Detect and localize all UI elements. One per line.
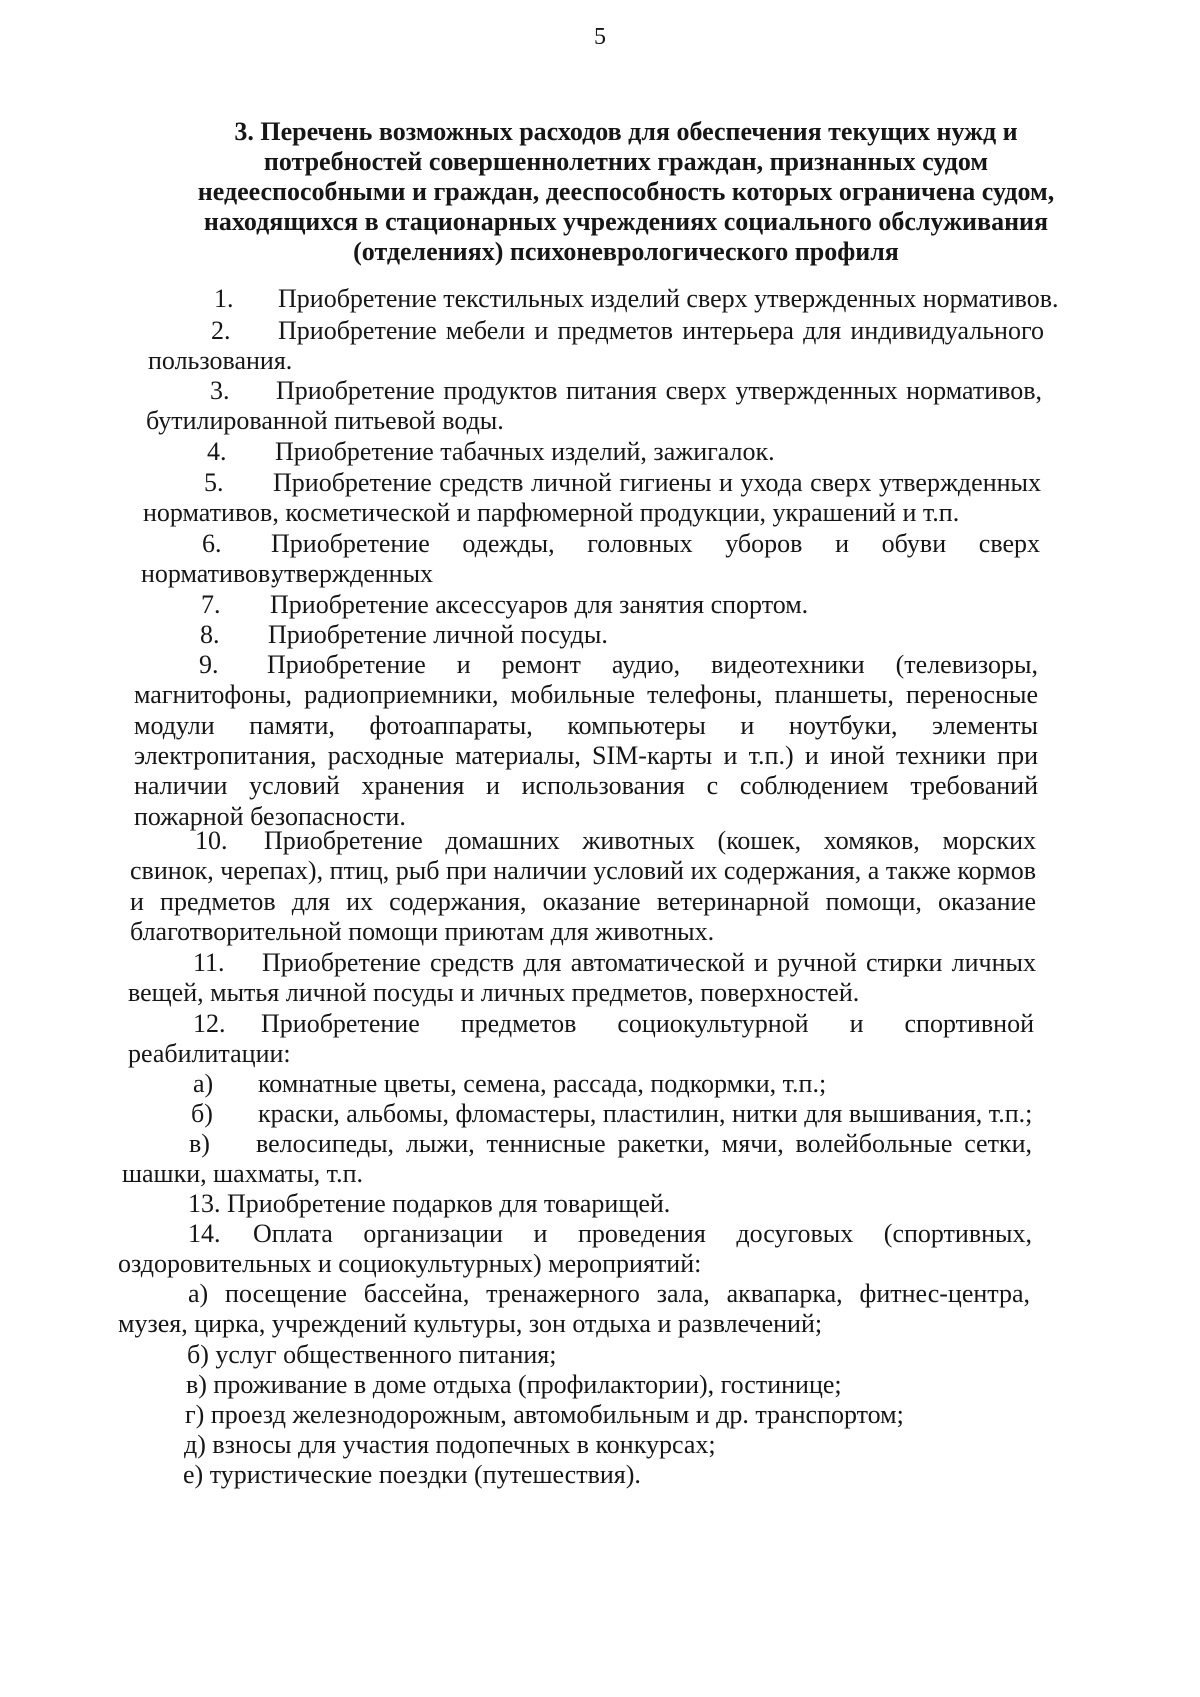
list-item-text: Приобретение средств для автоматической и ручной стирки личных <box>262 948 1036 977</box>
list-item-text: модули памяти, фотоаппараты, компьютеры и ноутбуки, элементы <box>134 710 1038 740</box>
list-item-number: б) <box>191 1099 213 1128</box>
list-item-text: Приобретение табачных изделий, зажигалок. <box>275 437 775 466</box>
list-item-number: 14. <box>188 1219 221 1248</box>
list-item-text: шашки, шахматы, т.п. <box>122 1159 363 1189</box>
list-item-text: оздоровительных и социокультурных) мероприятий: <box>118 1249 702 1279</box>
list-item-number: 6. <box>202 529 222 558</box>
list-item-text: свинок, черепах), птиц, рыб при наличии условий их содержания, а также кормов <box>130 856 1036 886</box>
list-item-text: музея, цирка, учреждений культуры, зон отдыха и развлечений; <box>118 1309 823 1339</box>
list-item-text: в) проживание в доме отдыха (профилактории), гостинице; <box>186 1370 842 1399</box>
list-item-number: 4. <box>207 437 227 466</box>
list-item-text: электропитания, расходные материалы, SIM-карты и т.п.) и иной техники при <box>134 740 1038 770</box>
list-item-text: и предметов для их содержания, оказание ветеринарной помощи, оказание <box>130 886 1036 916</box>
list-item-text: Приобретение аксессуаров для занятия спортом. <box>270 590 809 619</box>
list-item-text: Приобретение средств личной гигиены и ухода сверх утвержденных <box>273 468 1041 497</box>
list-item-text: магнитофоны, радиоприемники, мобильные телефоны, планшеты, переносные <box>134 680 1038 710</box>
list-item-number: 11. <box>193 948 225 977</box>
page-number: 5 <box>594 24 606 50</box>
list-item-text: е) туристические поездки (путешествия). <box>183 1460 641 1489</box>
list-item-text: пользования. <box>148 346 293 376</box>
list-item-text: Приобретение домашних животных (кошек, хомяков, морских <box>264 826 1036 855</box>
list-item-text: Приобретение одежды, головных уборов и обуви сверх утвержденных <box>271 529 1040 588</box>
list-item-number: 3. <box>210 376 230 405</box>
list-item-text: бутилированной питьевой воды. <box>146 406 504 436</box>
section-heading: 3. Перечень возможных расходов для обеспечения текущих нужд и потребностей совершеннолетних граждан, признанных судом недееспособными и граждан, дееспособность которых ограничена судом, находящихся в стационарных учреждениях социального обслуживания (отделениях) психоневрологического профиля <box>197 117 1055 266</box>
list-item-text: нормативов. <box>141 559 277 589</box>
list-item-number: а) <box>193 1069 214 1098</box>
list-item-text: Приобретение предметов социокультурной и спортивной <box>261 1009 1034 1038</box>
list-item-number: 7. <box>201 590 221 619</box>
list-item-text: пожарной безопасности. <box>134 801 406 831</box>
list-item-text: велосипеды, лыжи, теннисные ракетки, мячи, волейбольные сетки, <box>256 1129 1032 1158</box>
list-item-text: наличии условий хранения и использования с соблюдением требований <box>134 771 1038 801</box>
list-item-text: Приобретение текстильных изделий сверх утвержденных нормативов. <box>278 284 1059 313</box>
list-item-text: а) посещение бассейна, тренажерного зала, аквапарка, фитнес-центра, <box>188 1279 1030 1308</box>
list-item-number: 12. <box>193 1009 226 1038</box>
list-item-number: 5. <box>204 468 224 497</box>
list-item-text: краски, альбомы, фломастеры, пластилин, нитки для вышивания, т.п.; <box>258 1099 1033 1128</box>
list-item-text: 13. Приобретение подарков для товарищей. <box>188 1189 671 1218</box>
list-item-text: нормативов, косметической и парфюмерной продукции, украшений и т.п. <box>143 498 960 528</box>
list-item-number: 8. <box>200 620 220 649</box>
list-item-text: комнатные цветы, семена, рассада, подкормки, т.п.; <box>258 1069 827 1098</box>
list-item-number: 2. <box>211 316 231 345</box>
list-item-text: вещей, мытья личной посуды и личных предметов, поверхностей. <box>128 978 860 1008</box>
list-item-number: 10. <box>195 826 228 855</box>
list-item-text: Приобретение личной посуды. <box>268 620 608 649</box>
list-item-text: Приобретение продуктов питания сверх утвержденных нормативов, <box>276 376 1042 405</box>
list-item-text: Оплата организации и проведения досуговых (спортивных, <box>253 1219 1032 1248</box>
list-item-number: 9. <box>199 650 219 679</box>
list-item-text: Приобретение и ремонт аудио, видеотехники (телевизоры, <box>267 650 1038 679</box>
list-item-text: г) проезд железнодорожным, автомобильным и др. транспортом; <box>185 1400 904 1429</box>
list-item-number: в) <box>189 1129 210 1158</box>
list-item-text: б) услуг общественного питания; <box>187 1340 557 1369</box>
list-item-text: реабилитации: <box>128 1039 291 1069</box>
list-item-number: 1. <box>214 284 234 313</box>
list-item-text: Приобретение мебели и предметов интерьера для индивидуального <box>278 316 1044 345</box>
list-item-text: благотворительной помощи приютам для животных. <box>130 916 715 946</box>
list-item-text: д) взносы для участия подопечных в конкурсах; <box>184 1430 716 1459</box>
